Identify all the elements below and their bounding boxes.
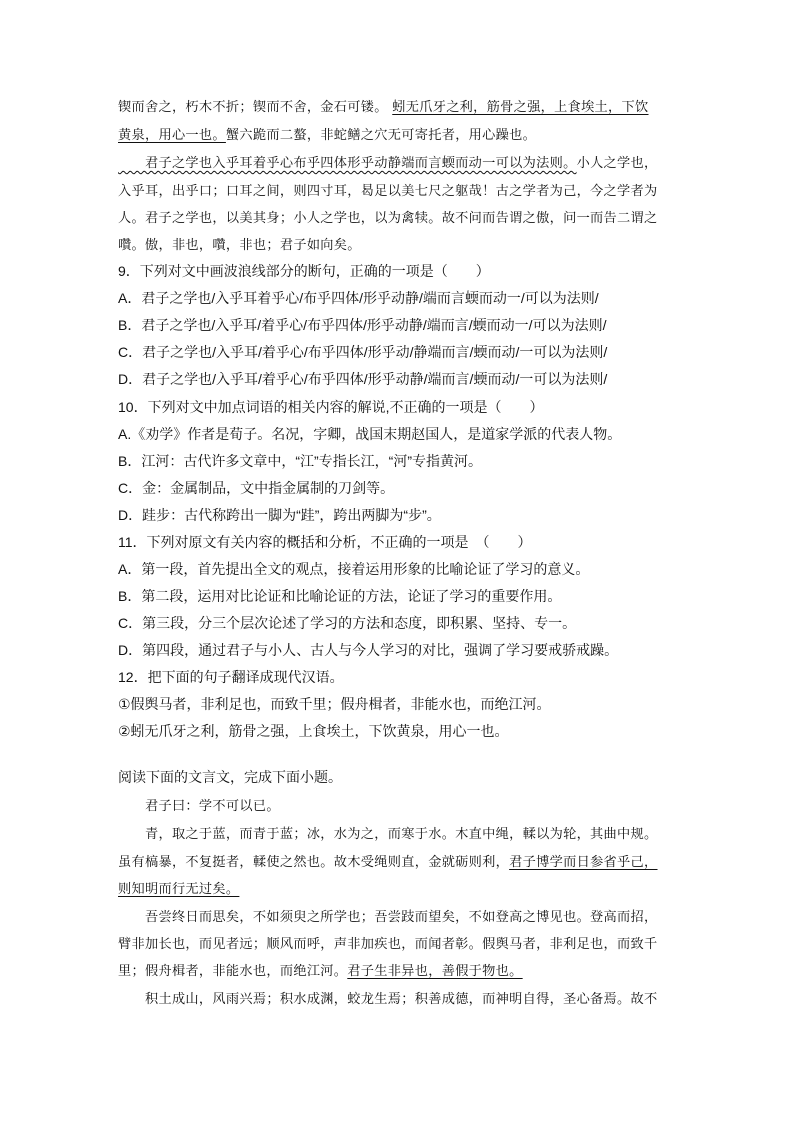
wavy-underlined-text: 君子之学也入乎耳着乎心布乎四体形乎动静端而言蝡而动一可以为法则。	[118, 156, 577, 171]
text-span: 积土成山，风雨兴焉；积水成渊，蛟龙生焉；积善成德，而神明自得，圣心备焉。故不	[118, 992, 658, 1007]
question-9-stem: 9．下列对文中画波浪线部分的断句，正确的一项是（ ）	[118, 263, 490, 279]
passage-top-line-4	[118, 180, 658, 199]
text-span: 臂非加长也，而见者远；顺风而呼，声非加疾也，而闻者彰。假舆马者，非利足也，而致千	[118, 937, 658, 952]
passage-bottom-line-7	[118, 960, 523, 979]
passage-bottom-line-2	[118, 823, 658, 842]
text-span: 锲而舍之，朽木不折；锲而不舍，金石可镂。	[118, 100, 393, 115]
question-9-option-d: D．君子之学也/入乎耳/着乎心/布乎四体/形乎动静/端而言/蝡而动/一可以为法则/	[118, 371, 608, 387]
question-9-option-a: A．君子之学也/入乎耳着乎心/布乎四体/形乎动静/端而言蝡而动一/可以为法则/	[118, 290, 599, 306]
passage-top-line-6	[118, 234, 361, 253]
question-11-option-c: C．第三段，分三个层次论述了学习的方法和态度，即积累、坚持、专一。	[118, 615, 577, 631]
question-10-option-a: A.《劝学》作者是荀子。名况，字卿，战国末期赵国人，是道家学派的代表人物。	[118, 426, 622, 442]
question-12-sentence-1: ①假舆马者，非利足也，而致千里；假舟楫者，非能水也，而绝江河。	[118, 696, 551, 712]
passage-bottom-line-3	[118, 851, 658, 870]
passage-top-line-3	[118, 152, 658, 171]
passage-bottom-line-6	[118, 933, 658, 952]
passage-top-line-5	[118, 207, 658, 226]
question-12-stem: 12．把下面的句子翻译成现代汉语。	[118, 669, 344, 685]
underlined-text: 君子博学而日参省乎己，	[509, 855, 658, 870]
question-12-sentence-2: ②蚓无爪牙之利，筋骨之强，上食埃土，下饮黄泉，用心一也。	[118, 723, 509, 739]
question-11-stem: 11．下列对原文有关内容的概括和分析，不正确的一项是 （ ）	[118, 534, 532, 550]
text-span: 君子曰：学不可以已。	[118, 799, 280, 814]
question-10-option-b: B．江河：古代许多文章中，“江”专指长江，“河”专指黄河。	[118, 453, 482, 469]
question-10-option-c: C．金：金属制品，文中指金属制的刀剑等。	[118, 480, 395, 496]
question-9-option-b: B．君子之学也/入乎耳/着乎心/布乎四体/形乎动静/端而言/蝡而动一/可以为法则/	[118, 317, 607, 333]
text-span: 吾尝终日而思矣，不如须臾之所学也；吾尝跂而望矣，不如登高之博见也。登高而招，	[118, 910, 658, 925]
underlined-text: 黄泉，用心一也。	[118, 128, 226, 143]
underlined-text: 蚓无爪牙之利，筋骨之强，上食埃土，下饮	[392, 100, 649, 115]
passage-bottom-line-5	[118, 906, 658, 925]
question-11-option-b: B．第二段，运用对比论证和比喻论证的方法，论证了学习的重要作用。	[118, 588, 562, 604]
question-11-option-d: D．第四段，通过君子与小人、古人与今人学习的对比，强调了学习要戒骄戒躁。	[118, 642, 619, 658]
passage-bottom-line-1	[118, 795, 280, 814]
passage-top-line-2	[118, 124, 536, 143]
passage-bottom-line-4	[118, 878, 239, 897]
question-10-option-d: D．跬步：古代称跨出一脚为“跬”，跨出两脚为“步”。	[118, 507, 441, 523]
underlined-text: 君子生非异也，善假于物也。	[347, 964, 523, 979]
text-span: 青，取之于蓝，而青于蓝；冰，水为之，而寒于水。木直中绳，輮以为轮，其曲中规。	[118, 827, 658, 842]
text-span: 蟹六跪而二螯，非蛇鳝之穴无可寄托者，用心躁也。	[225, 128, 537, 143]
question-9-option-c: C．君子之学也/入乎耳/着乎心/布乎四体/形乎动/静端而言/蝡而动/一可以为法则/	[118, 344, 608, 360]
passage-bottom-line-8	[118, 988, 658, 1007]
text-span: 人。君子之学也，以美其身；小人之学也，以为禽犊。故不问而告谓之傲，问一而告二谓之	[118, 211, 658, 226]
question-11-option-a: A．第一段，首先提出全文的观点，接着运用形象的比喻论证了学习的意义。	[118, 561, 590, 577]
passage-top-line-1	[118, 96, 649, 115]
text-span: 里；假舟楫者，非能水也，而绝江河。	[118, 964, 348, 979]
text-span: 虽有槁暴，不复挺者，輮使之然也。故木受绳则直，金就砺则利，	[118, 855, 510, 870]
section-intro: 阅读下面的文言文，完成下面小题。	[118, 769, 342, 785]
underlined-text: 则知明而行无过矣。	[118, 882, 240, 897]
question-10-stem: 10．下列对文中加点词语的相关内容的解说,不正确的一项是（ ）	[118, 399, 544, 415]
text-span: 小人之学也，	[576, 156, 658, 171]
text-span: 囋。傲，非也，囋，非也；君子如向矣。	[118, 238, 361, 253]
text-span: 入乎耳，出乎口；口耳之间，则四寸耳，曷足以美七尺之躯哉！古之学者为己，今之学者为	[118, 184, 658, 199]
